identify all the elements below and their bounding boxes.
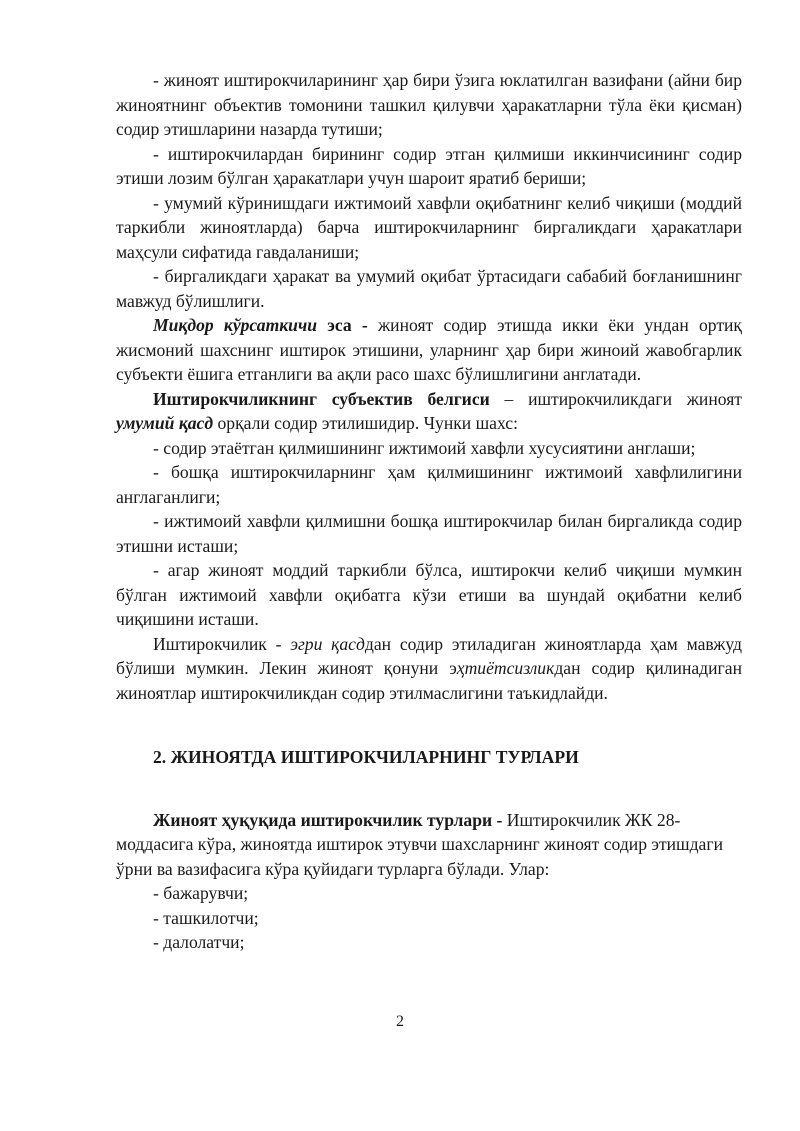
paragraph-text: орқали содир этилишидир. Чунки шахс: [213,413,518,433]
term-indirect-intent: эгри қасд [290,633,365,654]
term-types: Жиноят ҳуқуқида иштирокчилик турлари - [153,809,503,830]
term-quantity-indicator: Миқдор кўрсаткичи [153,315,317,335]
paragraph-text: Иштирокчилик ЖК 28-моддасига кўра, жиноятда иштирок этувчи шахсларнинг жиноят содир этишдаги ўрни ва вазифасига кўра қуйидаги турларга бўлади. Улар: [116,809,723,879]
term-suffix: эса - [317,315,368,335]
paragraph-subjective-sign [116,387,742,436]
paragraph-condition-2: - иштирокчилардан бирининг содир этган қилмиши иккинчисининг содир этиши лозим бўлган ҳаракатлари учун шароит яратиб бериши; [116,143,742,188]
paragraph-text: жиноят содир этишда икки ёки ундан ортиқ жисмоний шахснинг иштирок этишини, уларнинг ҳар бири жиноий жавобгарлик субъекти ёшига етганлиги ва ақли расо шахс бўлишлигини англатади. [116,315,742,384]
list-item-organizer: - ташкилотчи; [153,907,259,928]
term-subjective-sign: Иштирокчиликнинг субъектив белгиси [153,388,490,409]
paragraph-condition-1: - жиноят иштирокчиларининг ҳар бири ўзига юклатилган вазифани (айни бир жиноятнинг объектив томонини ташкил қилувчи ҳаракатларни тўла ёки қисман) содир этишларини назарда тутиши; [116,70,742,139]
list-item-instigator: - далолатчи; [153,932,245,952]
page-body [116,68,742,955]
paragraph-indirect-intent [116,632,742,706]
page-number: 2 [396,1013,404,1030]
paragraph-awareness-3: - ижтимоий хавфли қилмишни бошқа иштирокчилар билан биргаликда содир этишни исташи; [116,511,742,556]
list-item-executor: - бажарувчи; [153,883,249,903]
paragraph-quantity-indicator [116,313,742,387]
paragraph-condition-3: - умумий кўринишдаги ижтимоий хавфли оқибатнинг келиб чиқиши (моддий таркибли жиноятларда) барча иштирокчиларнинг биргаликдаги ҳаракатлари маҳсули сифатида гавдаланиши; [116,192,742,262]
term-common-intent: умумий қасд [116,413,214,433]
paragraph-condition-4: - биргаликдаги ҳаракат ва умумий оқибат ўртасидаги сабабий боғланишнинг мавжуд бўлишлиги. [116,266,742,311]
paragraph-awareness-2: - бошқа иштирокчиларнинг ҳам қилмишининг ижтимоий хавфлилигини англаганлиги; [116,462,742,507]
paragraph-types-intro [116,808,742,882]
paragraph-text: дан содир қилинадиган жиноятлар иштирокчиликдан содир этилмаслигини таъкидлайди. [116,658,742,703]
paragraph-awareness-4: - агар жиноят моддий таркибли бўлса, иштирокчи келиб чиқиши мумкин бўлган ижтимоий хавфли оқибатга кўзи етиши ва шундай оқибатни келиб чиқишини исташи. [116,560,742,629]
paragraph-text: – иштирокчиликдаги жиноят [489,388,742,409]
paragraph-text: дан содир этиладиган жиноятларда ҳам мавжуд бўлиши мумкин. Лекин жиноят қонуни э [116,633,742,678]
term-negligence: ҳтиётсизлик [456,658,555,678]
section-heading: 2. ЖИНОЯТДА ИШТИРОКЧИЛАРНИНГ ТУРЛАРИ [153,747,579,767]
paragraph-awareness-1: - содир этаётган қилмишининг ижтимоий хавфли хусусиятини англаши; [153,437,696,458]
paragraph-text: Иштирокчилик - [153,633,291,654]
